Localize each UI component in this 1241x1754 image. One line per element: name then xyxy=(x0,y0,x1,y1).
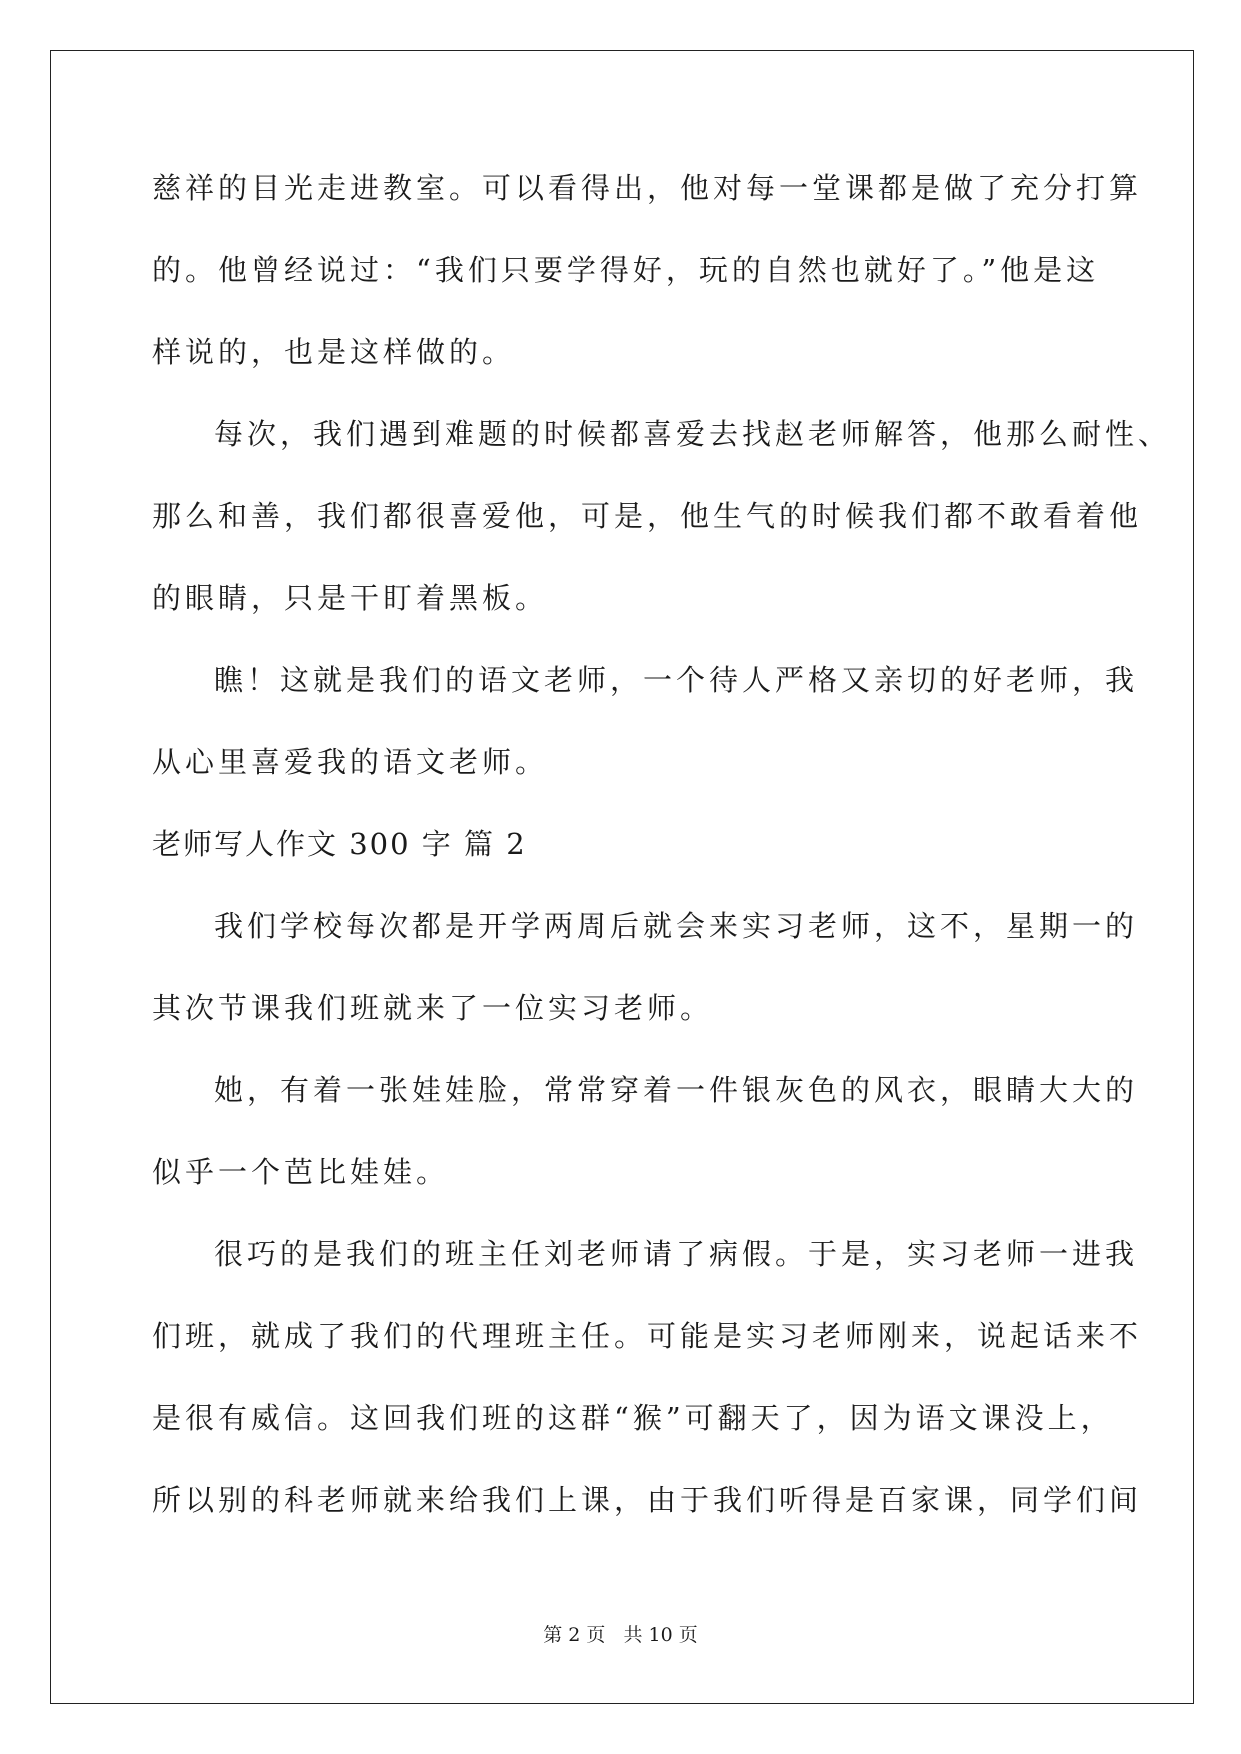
page-total: 共 10 页 xyxy=(623,1624,698,1646)
paragraph-start-line: 我们学校每次都是开学两周后就会来实习老师，这不，星期一的 xyxy=(214,909,1139,943)
text-line: 样说的，也是这样做的。 xyxy=(152,335,516,369)
section-heading: 老师写人作文 300 字 篇 2 xyxy=(152,827,527,861)
paragraph-start-line: 她，有着一张娃娃脸，常常穿着一件银灰色的风衣，眼睛大大的 xyxy=(214,1073,1139,1107)
paragraph-start-line: 瞧！这就是我们的语文老师，一个待人严格又亲切的好老师，我 xyxy=(214,663,1139,697)
paragraph-start-line: 很巧的是我们的班主任刘老师请了病假。于是，实习老师一进我 xyxy=(214,1237,1139,1271)
paragraph-start-line: 每次，我们遇到难题的时候都喜爱去找赵老师解答，他那么耐性、 xyxy=(214,417,1172,451)
text-line: 似乎一个芭比娃娃。 xyxy=(152,1155,450,1189)
page-border xyxy=(50,50,1194,1704)
page-number: 第 2 页 xyxy=(543,1624,606,1646)
text-line: 从心里喜爱我的语文老师。 xyxy=(152,745,549,779)
text-line: 所以别的科老师就来给我们上课，由于我们听得是百家课，同学们间 xyxy=(152,1483,1143,1517)
text-line: 们班，就成了我们的代理班主任。可能是实习老师刚来，说起话来不 xyxy=(152,1319,1143,1353)
text-line: 那么和善，我们都很喜爱他，可是，他生气的时候我们都不敢看着他 xyxy=(152,499,1143,533)
text-line: 的眼睛，只是干盯着黑板。 xyxy=(152,581,549,615)
text-line: 其次节课我们班就来了一位实习老师。 xyxy=(152,991,714,1025)
page-footer xyxy=(0,1620,1241,1647)
text-line: 慈祥的目光走进教室。可以看得出，他对每一堂课都是做了充分打算 xyxy=(152,171,1143,205)
text-line: 是很有威信。这回我们班的这群“猴”可翻天了，因为语文课没上， xyxy=(152,1401,1114,1435)
text-line: 的。他曾经说过：“我们只要学得好，玩的自然也就好了。”他是这 xyxy=(152,253,1100,287)
